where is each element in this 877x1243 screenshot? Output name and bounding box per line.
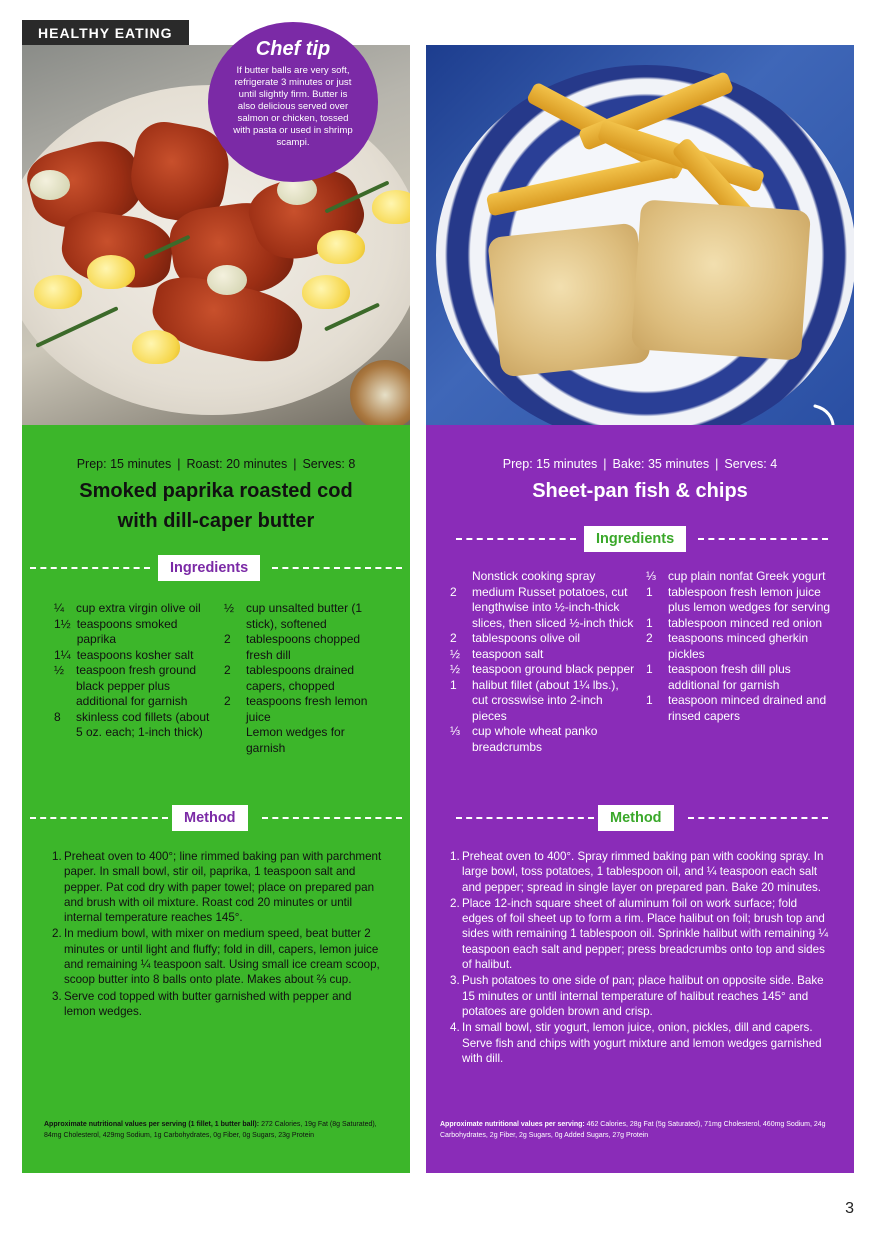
- breaded-halibut: [487, 223, 651, 378]
- ingredient-quantity: ½: [224, 601, 235, 615]
- recipe-panel-cod: [22, 425, 410, 1173]
- nutrition-label: Approximate nutritional values per serving (1 fillet, 1 butter ball):: [44, 1121, 260, 1128]
- ingredient-item: [646, 616, 836, 632]
- step-number: 1.: [52, 850, 62, 863]
- method-heading: Method: [172, 805, 248, 831]
- ingredient-text: teaspoon fresh ground black pepper plus additional for garnish: [76, 663, 197, 708]
- divider: [272, 567, 402, 569]
- recipe-title: Sheet-pan fish & chips: [532, 480, 748, 502]
- section-tag: HEALTHY EATING: [22, 20, 189, 46]
- ingredient-quantity: 1: [646, 693, 653, 707]
- divider: [30, 817, 168, 819]
- page-number: 3: [845, 1200, 854, 1217]
- ingredient-text: tablespoon fresh lemon juice plus lemon wedges for serving: [668, 584, 831, 614]
- ingredients-heading-row: [426, 526, 854, 552]
- ingredient-quantity: 2: [450, 631, 457, 645]
- step-number: 2.: [52, 927, 62, 941]
- method-heading-row: [22, 805, 410, 831]
- method-step: [52, 849, 382, 925]
- ingredient-quantity: 8: [54, 709, 61, 724]
- step-text: Preheat oven to 400°; line rimmed baking pan with parchment paper. In small bowl, stir oil, paprika, 1 teaspoon salt and pepper. Pat cod dry with paper towel; place on prepared pan and brush with oil mixture. Roast cod 20 minutes or until internal temperature reaches 145°.: [64, 850, 382, 925]
- ingredients-list-col2: [646, 569, 836, 724]
- step-text: Push potatoes to one side of pan; place halibut on opposite side. Bake 15 minutes or until internal temperature of halibut reaches 145° and potatoes are golden brown and crisp.: [462, 974, 824, 1018]
- fish-chips-photo: [426, 45, 854, 425]
- ingredient-item: [224, 694, 384, 725]
- ingredient-item: [224, 725, 384, 756]
- step-number: 3.: [52, 989, 62, 1003]
- butter-ball: [30, 170, 70, 200]
- prep-time: Prep: 15 minutes: [76, 457, 172, 471]
- ingredient-item: [224, 663, 384, 694]
- ingredients-heading-row: [22, 555, 410, 581]
- ingredient-quantity: ⅓: [450, 724, 461, 738]
- ingredient-item: [646, 662, 836, 693]
- ingredient-quantity: 1¼: [54, 647, 71, 662]
- ingredient-item: [450, 569, 638, 585]
- method-step: [52, 989, 382, 1020]
- recipe-meta: Prep: 15 minutes | Roast: 20 minutes | Serves: 8: [76, 457, 356, 471]
- serves: Serves: 8: [302, 457, 356, 471]
- ingredients-heading: Ingredients: [584, 526, 686, 552]
- ingredient-item: [54, 710, 212, 741]
- step-text: Place 12-inch square sheet of aluminum foil on work surface; fold edges of foil sheet up to form a rim. Place halibut on foil; brush top and sides with remaining 1 tablespoon oil. Sprinkle halibut with remaining ¼ teaspoon each salt and pepper; press breadcrumbs onto top and sides of halibut.: [462, 896, 829, 972]
- ingredient-quantity: 2: [224, 632, 231, 646]
- ingredient-quantity: ¼: [54, 601, 65, 615]
- step-number: 4.: [450, 1021, 460, 1035]
- method-steps: [450, 849, 830, 1067]
- ingredient-quantity: 1: [646, 584, 653, 599]
- ingredient-text: teaspoon fresh dill plus additional for garnish: [668, 662, 791, 692]
- ingredient-text: tablespoons olive oil: [472, 631, 581, 645]
- breaded-halibut: [631, 199, 811, 360]
- butter-ball: [207, 265, 247, 295]
- nutrition-info: [44, 1119, 394, 1141]
- step-text: In medium bowl, with mixer on medium speed, beat butter 2 minutes or until light and fluffy; fold in dill, capers, lemon juice and remaining ¼ teaspoon salt. Using small ice cream scoop, scoop butter into 8 balls onto plate. Makes about ⅔ cup.: [64, 927, 380, 987]
- recipe-meta: Prep: 15 minutes | Bake: 35 minutes | Serves: 4: [502, 457, 778, 471]
- ingredient-quantity: 2: [646, 631, 653, 645]
- ingredient-text: cup whole wheat panko breadcrumbs: [472, 724, 598, 754]
- ingredient-item: [450, 585, 638, 632]
- prep-time: Prep: 15 minutes: [502, 457, 598, 471]
- divider: [30, 567, 150, 569]
- ingredients-heading: Ingredients: [158, 555, 260, 581]
- ingredient-item: [450, 647, 638, 663]
- ingredient-text: Nonstick cooking spray: [472, 569, 596, 583]
- ingredients-list-col1: [450, 569, 638, 755]
- ingredient-text: teaspoon salt: [472, 646, 544, 661]
- nutrition-label: Approximate nutritional values per serving:: [440, 1121, 585, 1128]
- ingredient-quantity: 1: [646, 615, 653, 630]
- ingredient-item: [54, 601, 212, 617]
- ingredient-text: tablespoons drained capers, chopped: [246, 663, 355, 693]
- method-heading: Method: [598, 805, 674, 831]
- ingredient-quantity: 2: [224, 694, 231, 708]
- ingredient-item: [224, 601, 384, 632]
- ingredient-item: [646, 631, 836, 662]
- recipe-panel-fish-chips: [426, 425, 854, 1173]
- chef-tip-badge: [208, 22, 378, 182]
- ingredient-item: [646, 569, 836, 585]
- ingredients-list-col1: [54, 601, 212, 741]
- ingredients-list-col2: [224, 601, 384, 756]
- ingredient-item: [450, 724, 638, 755]
- ingredient-quantity: 2: [450, 584, 457, 599]
- ingredient-quantity: 1: [450, 677, 457, 692]
- chef-tip-title: Chef tip: [255, 38, 331, 60]
- ingredient-quantity: ½: [450, 646, 461, 661]
- ingredient-text: skinless cod fillets (about 5 oz. each; 1-inch thick): [76, 709, 210, 739]
- recipe-title: Smoked paprika roasted cod: [79, 480, 353, 502]
- ingredient-quantity: ½: [54, 663, 65, 677]
- step-number: 2.: [450, 896, 460, 910]
- ingredient-text: tablespoon minced red onion: [668, 615, 823, 630]
- ingredient-item: [450, 678, 638, 725]
- method-step: [450, 973, 830, 1019]
- step-text: Serve cod topped with butter garnished with pepper and lemon wedges.: [64, 989, 352, 1018]
- ingredient-quantity: 1½: [54, 616, 71, 631]
- lemon-wedge: [317, 230, 365, 264]
- divider: [698, 538, 828, 540]
- lemon-wedge: [132, 330, 180, 364]
- lemon-wedge: [372, 190, 410, 224]
- ingredient-text: teaspoons fresh lemon juice: [246, 694, 368, 724]
- method-steps: [52, 849, 382, 1020]
- cook-time: Roast: 20 minutes: [186, 457, 288, 471]
- step-number: 1.: [450, 850, 460, 863]
- nutrition-values: 462 Calories, 28g Fat (5g Saturated), 71mg Cholesterol, 460mg Sodium, 24g Carbohydrates, 2g Fiber, 2g Sugars, 0g Added Sugars, 27g Protein: [440, 1121, 826, 1139]
- ingredient-item: [450, 631, 638, 647]
- recipe-title-line2: with dill-caper butter: [117, 510, 315, 532]
- ingredient-text: teaspoons kosher salt: [76, 647, 194, 662]
- ingredient-text: cup unsalted butter (1 stick), softened: [246, 601, 363, 631]
- ingredient-item: [646, 585, 836, 616]
- method-step: [52, 926, 382, 987]
- ingredient-quantity: [450, 569, 466, 585]
- ingredient-quantity: 2: [224, 663, 231, 677]
- ingredient-item: [646, 693, 836, 724]
- ingredient-text: teaspoons minced gherkin pickles: [668, 631, 809, 661]
- ingredient-item: [54, 663, 212, 710]
- ingredient-text: halibut fillet (about 1¼ lbs.), cut crosswise into 2-inch pieces: [472, 677, 619, 723]
- method-step: [450, 896, 830, 972]
- ingredient-item: [450, 662, 638, 678]
- ingredient-text: Lemon wedges for garnish: [246, 725, 345, 755]
- ingredient-text: teaspoon ground black pepper: [472, 662, 635, 676]
- step-text: Preheat oven to 400°. Spray rimmed baking pan with cooking spray. In large bowl, toss potatoes, 1 tablespoon oil, and ¼ teaspoon each salt and pepper; spread in single layer on prepared pan. Bake 20 minutes.: [462, 850, 824, 894]
- ingredient-quantity: ½: [450, 662, 461, 676]
- ingredient-text: teaspoons smoked paprika: [76, 616, 178, 646]
- butter-dish: [350, 360, 410, 425]
- nutrition-values: 272 Calories, 19g Fat (8g Saturated), 84mg Cholesterol, 429mg Sodium, 1g Carbohydrates, 0g Fiber, 0g Sugars, 23g Protein: [44, 1121, 377, 1139]
- divider: [688, 817, 828, 819]
- serves: Serves: 4: [724, 457, 778, 471]
- ingredient-text: medium Russet potatoes, cut lengthwise into ½-inch-thick slices, then sliced ½-inch thick: [472, 584, 634, 630]
- divider: [456, 538, 576, 540]
- ingredient-item: [224, 632, 384, 663]
- method-step: [450, 849, 830, 895]
- step-text: In small bowl, stir yogurt, lemon juice, onion, pickles, dill and capers. Serve fish and chips with yogurt mixture and lemon wedges garnished with dill.: [462, 1021, 822, 1065]
- divider: [262, 817, 402, 819]
- method-step: [450, 1020, 830, 1066]
- ingredient-text: tablespoons chopped fresh dill: [246, 632, 361, 662]
- method-heading-row: [426, 805, 854, 831]
- ingredient-item: [54, 617, 212, 648]
- lemon-wedge: [87, 255, 135, 289]
- lemon-wedge: [302, 275, 350, 309]
- ingredient-quantity: 1: [646, 662, 653, 676]
- ingredient-quantity: ⅓: [646, 569, 657, 583]
- cook-time: Bake: 35 minutes: [612, 457, 710, 471]
- divider: [456, 817, 594, 819]
- lemon-wedge: [34, 275, 82, 309]
- nutrition-info: [440, 1119, 840, 1141]
- ingredient-item: [54, 648, 212, 664]
- ingredient-quantity: [224, 725, 240, 756]
- step-number: 3.: [450, 974, 460, 988]
- ingredient-text: cup extra virgin olive oil: [76, 601, 201, 615]
- ingredient-text: cup plain nonfat Greek yogurt: [668, 569, 826, 583]
- ingredient-text: teaspoon minced drained and rinsed capers: [668, 693, 827, 723]
- chef-tip-text: If butter balls are very soft, refrigerate 3 minutes or just until slightly firm. Butter is also delicious served over salmon or chicken, tossed with pasta or used in shrimp scampi.: [233, 65, 353, 148]
